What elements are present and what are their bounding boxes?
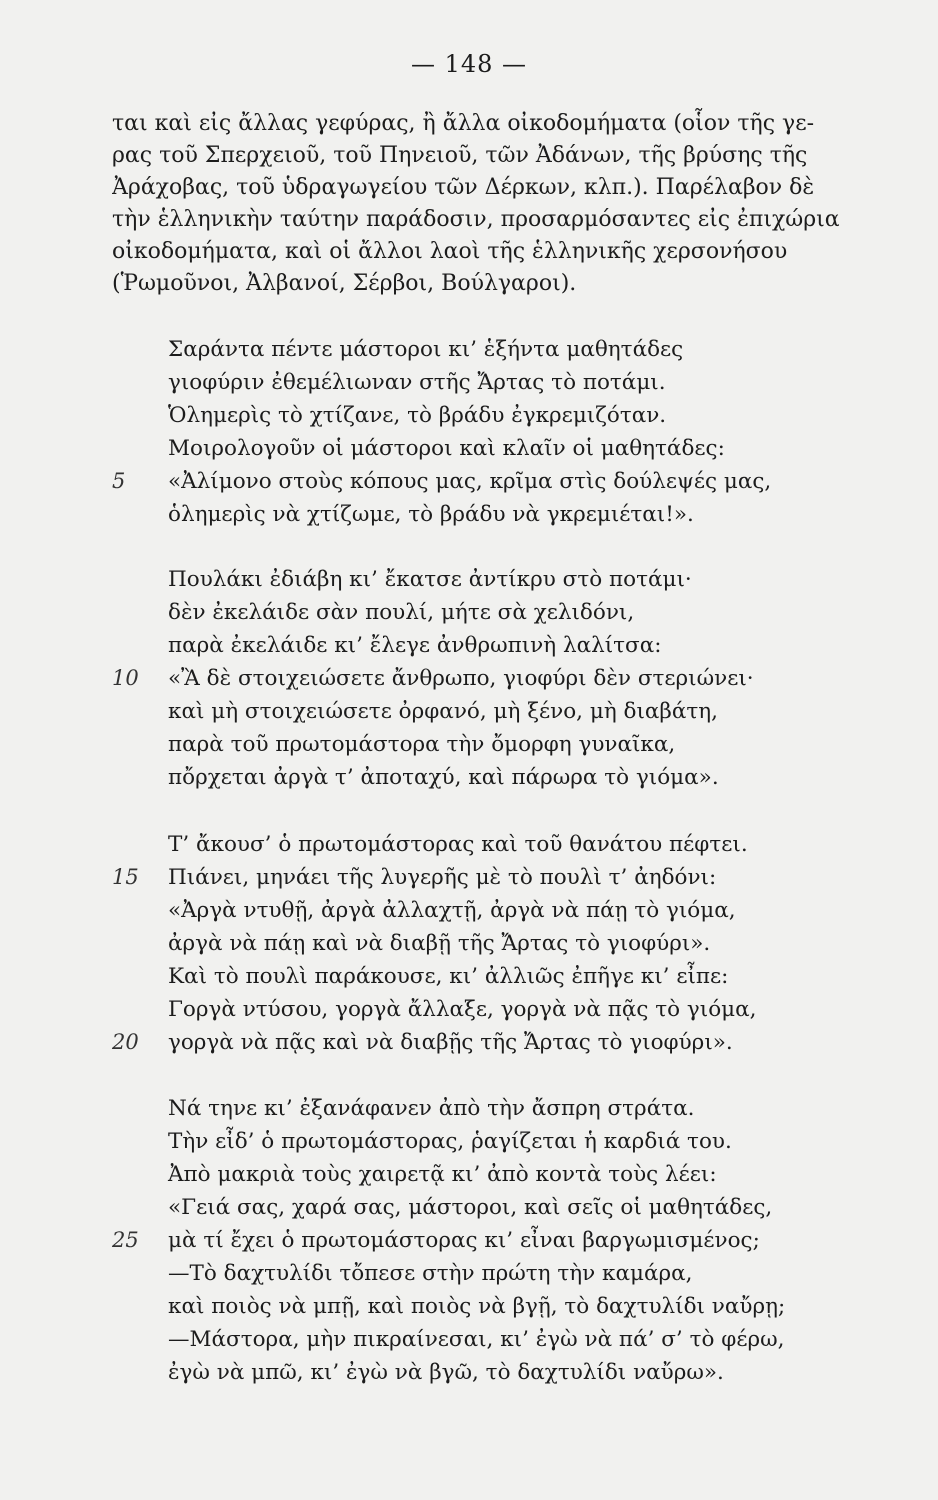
verse-text: ἀργὰ νὰ πάῃ καὶ νὰ διαβῇ τῆς Ἄρτας τὸ γιοφύρι». [168,931,711,956]
verse-line [0,333,938,366]
verse-line [0,728,938,761]
verse-line [0,1026,938,1059]
verse-line [0,828,938,861]
verse-text: γιοφύριν ἐθεμέλιωναν στῆς Ἄρτας τὸ ποτάμι. [168,370,666,395]
verse-line [0,432,938,465]
verse-text: πὄρχεται ἀργὰ τ’ ἀποταχύ, καὶ πάρωρα τὸ γιόμα». [168,765,719,790]
verse-text: Νά τηνε κι’ ἐξανάφανεν ἀπὸ τὴν ἄσπρη στράτα. [168,1096,695,1121]
verse-line [0,498,938,531]
poem-stanza-2 [0,563,938,794]
verse-line [0,1290,938,1323]
prose-line: τὴν ἑλληνικὴν ταύτην παράδοσιν, προσαρμόσαντες εἰς ἐπιχώρια [112,207,840,232]
prose-line: ται καὶ εἰς ἄλλας γεφύρας, ἢ ἄλλα οἰκοδομήματα (οἷον τῆς γε- [112,111,815,136]
verse-text: γοργὰ νὰ πᾷς καὶ νὰ διαβῇς τῆς Ἄρτας τὸ γιοφύρι». [168,1030,733,1055]
verse-line [0,1257,938,1290]
verse-line [0,1158,938,1191]
verse-line [0,761,938,794]
verse-line [0,894,938,927]
line-number: 15 [112,865,139,889]
verse-text: καὶ ποιὸς νὰ μπῇ, καὶ ποιὸς νὰ βγῇ, τὸ δαχτυλίδι ναὔρῃ; [168,1294,786,1319]
verse-text: —Τὸ δαχτυλίδι τὄπεσε στὴν πρώτη τὴν καμάρα, [168,1261,693,1286]
verse-line [0,662,938,695]
verse-text: μὰ τί ἔχει ὁ πρωτομάστορας κι’ εἶναι βαργωμισμένος; [168,1228,760,1253]
prose-line: ρας τοῦ Σπερχειοῦ, τοῦ Πηνειοῦ, τῶν Ἀδάνων, τῆς βρύσης τῆς [112,143,808,168]
verse-line [0,927,938,960]
verse-text: καὶ μὴ στοιχειώσετε ὀρφανό, μὴ ξένο, μὴ διαβάτη, [168,699,718,724]
prose-line: (Ῥωμοῦνοι, Ἀλβανοί, Σέρβοι, Βούλγαροι). [112,271,577,296]
prose-line: Ἀράχοβας, τοῦ ὑδραγωγείου τῶν Δέρκων, κλπ.). Παρέλαβον δὲ [112,175,815,200]
prose-line: οἰκοδομήματα, καὶ οἱ ἄλλοι λαοὶ τῆς ἑλληνικῆς χερσονήσου [112,239,788,264]
verse-line [0,596,938,629]
verse-text: ἐγὼ νὰ μπῶ, κι’ ἐγὼ νὰ βγῶ, τὸ δαχτυλίδι ναὔρω». [168,1360,724,1385]
poem-stanza-3 [0,828,938,1059]
verse-text: Καὶ τὸ πουλὶ παράκουσε, κι’ ἀλλιῶς ἐπῆγε κι’ εἶπε: [168,964,729,989]
verse-text: παρὰ ἐκελάιδε κι’ ἔλεγε ἀνθρωπινὴ λαλίτσα: [168,633,662,658]
verse-line [0,563,938,596]
verse-text: Τὴν εἶδ’ ὁ πρωτομάστορας, ῥαγίζεται ἡ καρδιά του. [168,1129,732,1154]
verse-line [0,993,938,1026]
page-number: — 148 — [410,50,528,78]
verse-text: Μοιρολογοῦν οἱ μάστοροι καὶ κλαῖν οἱ μαθητάδες: [168,436,725,461]
verse-line [0,695,938,728]
verse-line [0,1092,938,1125]
verse-text: «Ἀλίμονο στοὺς κόπους μας, κρῖμα στὶς δούλεψές μας, [168,469,772,494]
line-number: 5 [112,469,126,493]
verse-line [0,465,938,498]
verse-line [0,960,938,993]
verse-line [0,366,938,399]
line-number: 20 [112,1030,139,1054]
prose-paragraph [112,108,872,300]
verse-text: Ἀπὸ μακριὰ τοὺς χαιρετᾷ κι’ ἀπὸ κοντὰ τοὺς λέει: [168,1162,717,1187]
verse-line [0,1323,938,1356]
verse-text: —Μάστορα, μὴν πικραίνεσαι, κι’ ἐγὼ νὰ πά’ σ’ τὸ φέρω, [168,1327,785,1352]
verse-text: «Ἀργὰ ντυθῇ, ἀργὰ ἀλλαχτῇ, ἀργὰ νὰ πάῃ τὸ γιόμα, [168,898,736,923]
verse-text: δὲν ἐκελάιδε σὰν πουλί, μήτε σὰ χελιδόνι, [168,600,635,625]
line-number: 10 [112,666,139,690]
poem-stanza-4 [0,1092,938,1389]
verse-text: «Ἂ δὲ στοιχειώσετε ἄνθρωπο, γιοφύρι δὲν στεριώνει· [168,666,754,691]
verse-text: Πιάνει, μηνάει τῆς λυγερῆς μὲ τὸ πουλὶ τ’ ἀηδόνι: [168,865,717,890]
verse-line [0,861,938,894]
verse-line [0,399,938,432]
verse-text: Ὁλημερὶς τὸ χτίζανε, τὸ βράδυ ἐγκρεμιζόταν. [168,403,667,428]
verse-text: «Γειά σας, χαρά σας, μάστοροι, καὶ σεῖς οἱ μαθητάδες, [168,1195,773,1220]
verse-text: Γοργὰ ντύσου, γοργὰ ἄλλαξε, γοργὰ νὰ πᾷς τὸ γιόμα, [168,997,757,1022]
verse-text: παρὰ τοῦ πρωτομάστορα τὴν ὄμορφη γυναῖκα, [168,732,676,757]
poem-stanza-1 [0,333,938,531]
verse-text: Τ’ ἄκουσ’ ὁ πρωτομάστορας καὶ τοῦ θανάτου πέφτει. [168,832,748,857]
verse-line [0,629,938,662]
verse-text: Πουλάκι ἐδιάβη κι’ ἔκατσε ἀντίκρυ στὸ ποτάμι· [168,567,692,592]
line-number: 25 [112,1228,139,1252]
verse-line [0,1224,938,1257]
verse-line [0,1356,938,1389]
verse-line [0,1125,938,1158]
verse-line [0,1191,938,1224]
verse-text: Σαράντα πέντε μάστοροι κι’ ἑξήντα μαθητάδες [168,337,684,362]
verse-text: ὁλημερὶς νὰ χτίζωμε, τὸ βράδυ νὰ γκρεμιέται!». [168,502,694,527]
